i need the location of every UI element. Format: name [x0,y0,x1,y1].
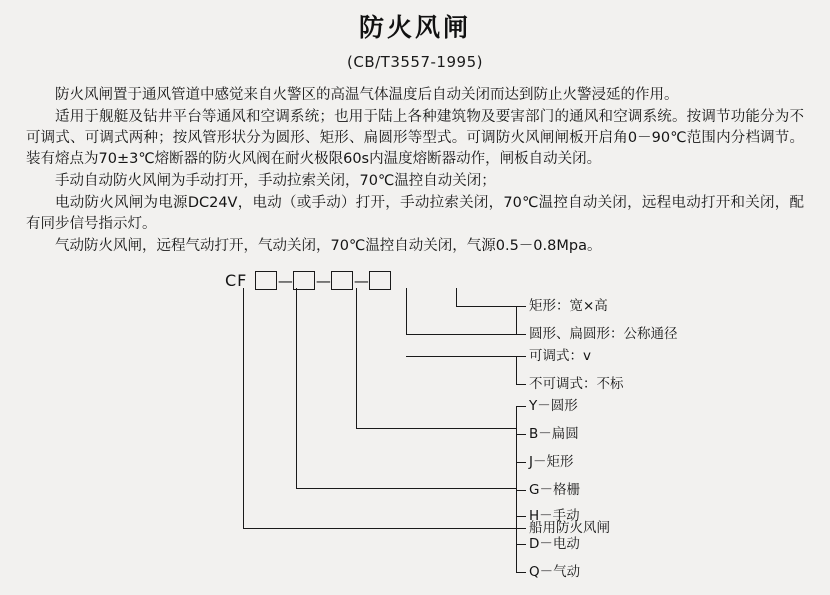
leader-line-4 [296,488,516,489]
body-text [26,85,804,257]
bracket-4-link [516,488,517,516]
legend-label-3: 可调式：v [529,348,591,364]
bracket-2 [516,356,517,384]
model-designation-diagram [0,271,830,580]
leader-tick-4c [516,572,526,573]
leader-line-2 [406,334,516,335]
leader-tick-3b [516,434,526,435]
legend-label-9: H－手动 [529,508,580,524]
leader-connect-2 [406,356,516,357]
legend-label-7: J－矩形 [529,454,574,470]
code-box-1 [255,271,277,290]
stub-box2 [356,288,357,428]
document-page [0,8,830,595]
legend-label-1: 矩形：宽×高 [529,298,608,314]
paragraph-3: 手动自动防火风闸为手动打开，手动拉索关闭，70℃温控自动关闭； [55,173,496,189]
legend-label-6: B－扁圆 [529,426,579,442]
bracket-1 [516,306,517,334]
leader-line-3 [356,428,516,429]
legend-label-10: D－电动 [529,536,580,552]
paragraph-2: 适用于舰艇及钻井平台等通风和空调系统；也用于陆上各种建筑物及要害部门的通风和空调系统。按调节功能分为不可调式、可调式两种；按风管形状分为圆形、矩形、扁圆形等型式。可调防火风闸闸板开启角0－90℃范围内分档调节。装有熔点为70±3℃熔断器的防火风阀在耐火极限60s内温度熔断器动作，闸板自动关闭。 [26,109,804,167]
bracket-3 [516,406,517,490]
designation-code-row [225,271,391,290]
leader-tick-3d [516,490,526,491]
leader-tick-3a [516,406,526,407]
legend-label-8: G－格栅 [529,482,580,498]
stub-box1 [296,288,297,488]
code-box-3 [331,271,353,290]
stub-prefix [243,288,244,528]
stub-box4 [456,288,457,306]
paragraph-1: 防火风闸置于通风管道中感觉来自火警区的高温气体温度后自动关闭而达到防止火警浸延的作用。 [55,87,679,103]
code-box-4 [369,271,391,290]
leader-tick-2a [516,356,526,357]
leader-connect-4 [516,516,526,517]
dash-2: — [315,271,331,290]
dash-1: — [277,271,293,290]
leader-line-5 [243,528,526,529]
leader-tick-2b [516,384,526,385]
leader-tick-1b [516,334,526,335]
paragraph-5: 气动防火风闸，远程气动打开，气动关闭，70℃温控自动关闭，气源0.5－0.8Mpa。 [55,238,602,254]
prefix-label: CF [225,271,248,290]
leader-tick-3c [516,462,526,463]
legend-label-12: 船用防火风闸 [529,520,610,536]
leader-tick-1a [516,306,526,307]
page-title: 防火风闸 [358,13,471,42]
leader-line-1 [456,306,516,307]
legend-label-4: 不可调式：不标 [529,376,624,392]
standard-code: (CB/T3557-1995) [347,53,483,71]
paragraph-4: 电动防火风闸为电源DC24V，电动（或手动）打开，手动拉索关闭，70℃温控自动关闭，远程电动打开和关闭，配有同步信号指示灯。 [26,195,804,232]
stub-box3 [406,288,407,334]
legend-label-11: Q－气动 [529,564,581,580]
legend-label-2: 圆形、扁圆形：公称通径 [529,326,678,342]
leader-tick-4b [516,544,526,545]
legend-label-5: Y－圆形 [529,398,578,414]
dash-3: — [353,271,369,290]
